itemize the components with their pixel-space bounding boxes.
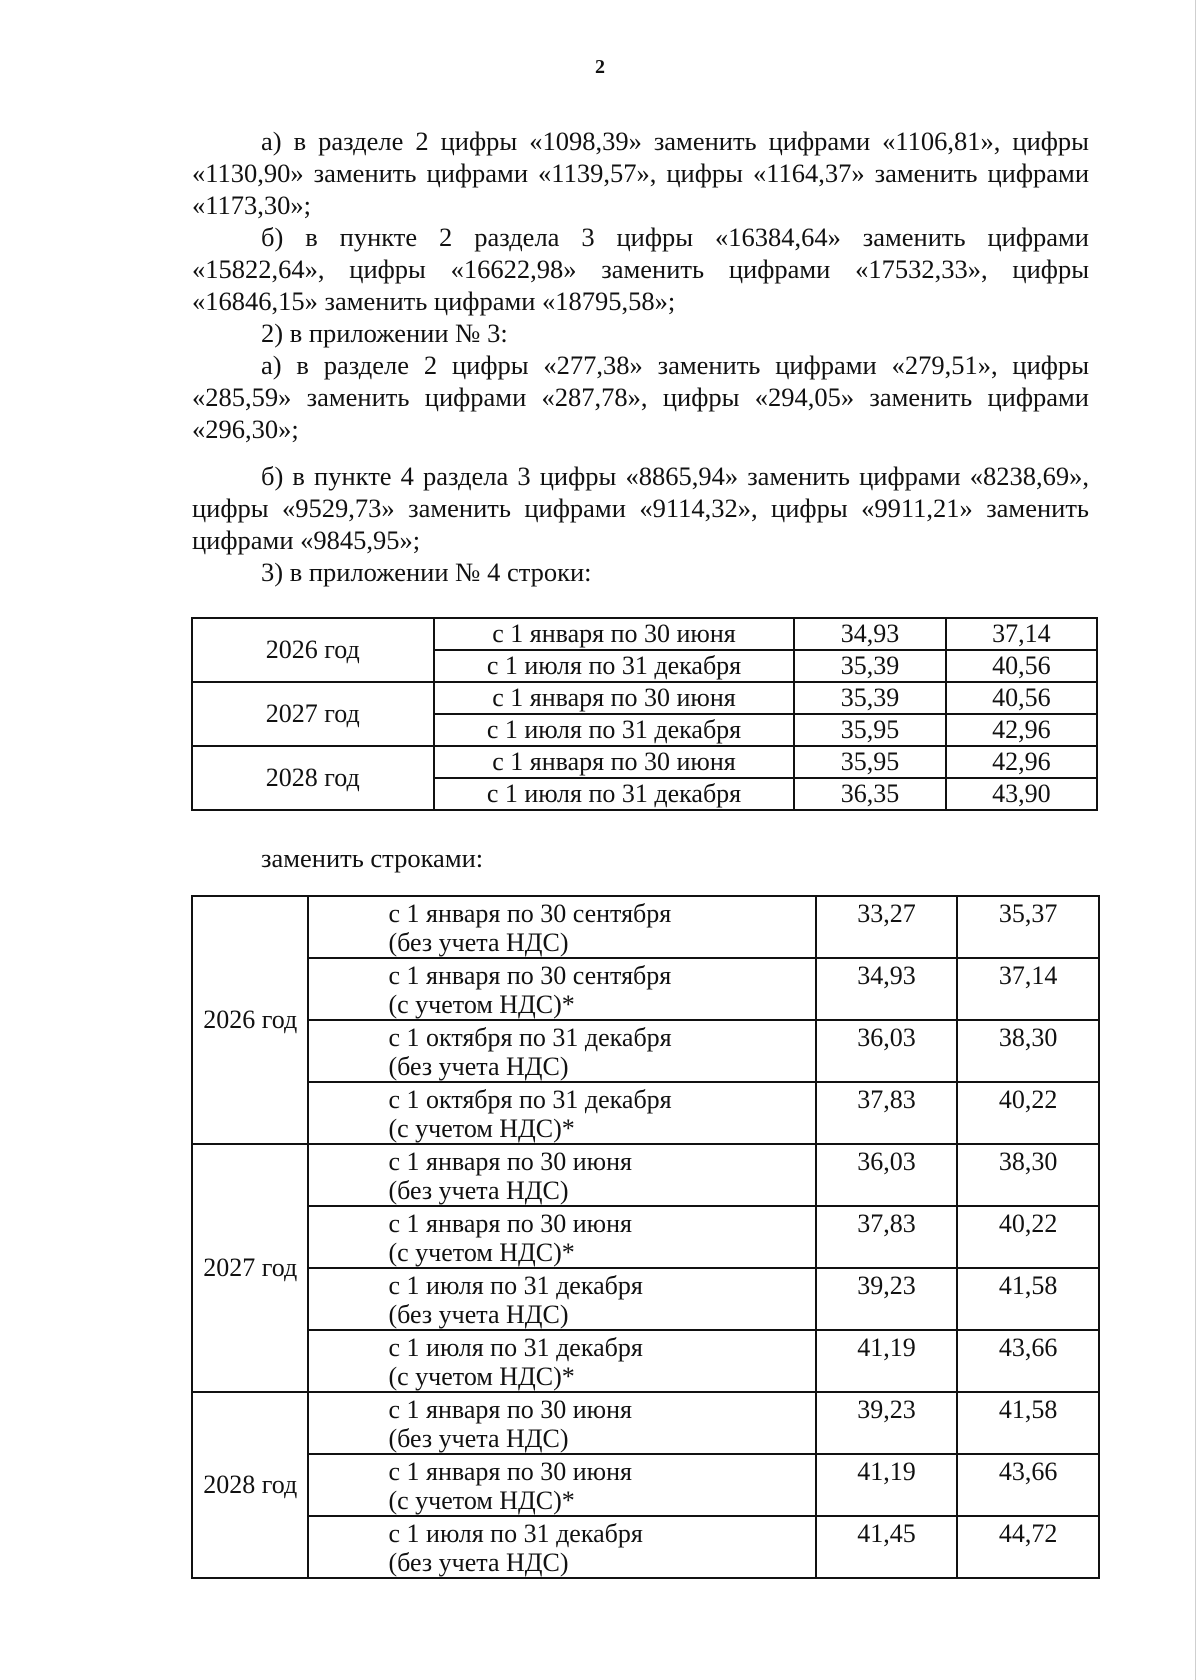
period-cell — [308, 1516, 815, 1578]
table-row — [192, 1144, 1099, 1206]
year-cell: 2028 год — [192, 746, 434, 810]
value-cell: 34,93 — [794, 618, 945, 650]
old-tariff-table — [191, 617, 1098, 811]
vat-note: (без учета НДС) — [388, 928, 569, 957]
vat-note: (с учетом НДС)* — [388, 990, 575, 1019]
period-cell: с 1 июля по 31 декабря — [434, 714, 795, 746]
value-cell: 41,58 — [957, 1268, 1099, 1330]
value-cell: 38,30 — [957, 1144, 1099, 1206]
paragraph: б) в пункте 4 раздела 3 цифры «8865,94» заменить цифрами «8238,69», цифры «9529,73» заменить цифрами «9114,32», цифры «9911,21» заменить цифрами «9845,95»; — [192, 461, 1089, 555]
table-row — [192, 1020, 1099, 1082]
period-cell: с 1 января по 30 июня — [434, 682, 795, 714]
value-cell: 36,35 — [794, 778, 945, 810]
table-row — [192, 1206, 1099, 1268]
period-cell — [308, 1144, 815, 1206]
vat-note: (с учетом НДС)* — [388, 1362, 575, 1391]
period-cell — [308, 1454, 815, 1516]
vat-note: (с учетом НДС)* — [388, 1238, 575, 1267]
paragraph: 2) в приложении № 3: — [261, 318, 508, 348]
value-cell: 35,37 — [957, 896, 1099, 958]
period-text: с 1 января по 30 июня — [388, 1457, 632, 1486]
paragraph: б) в пункте 2 раздела 3 цифры «16384,64» заменить цифрами «15822,64», цифры «16622,98» заменить цифрами «17532,33», цифры «16846,15» заменить цифрами «18795,58»; — [192, 222, 1089, 316]
paragraph: 3) в приложении № 4 строки: — [261, 557, 592, 587]
page-number: 2 — [595, 56, 605, 78]
value-cell: 34,93 — [816, 958, 958, 1020]
value-cell: 43,66 — [957, 1330, 1099, 1392]
period-cell — [308, 1082, 815, 1144]
value-cell: 36,03 — [816, 1144, 958, 1206]
period-cell — [308, 896, 815, 958]
period-text: с 1 января по 30 сентября — [388, 961, 672, 990]
period-text: с 1 января по 30 июня — [388, 1147, 632, 1176]
new-tariff-table — [191, 895, 1100, 1579]
period-cell — [308, 1206, 815, 1268]
table-row — [192, 1330, 1099, 1392]
vat-note: (без учета НДС) — [388, 1300, 569, 1329]
vat-note: (без учета НДС) — [388, 1052, 569, 1081]
value-cell: 39,23 — [816, 1392, 958, 1454]
table-row — [192, 618, 1097, 650]
period-cell: с 1 января по 30 июня — [434, 746, 795, 778]
period-cell — [308, 958, 815, 1020]
table-row — [192, 1082, 1099, 1144]
table-row — [192, 1516, 1099, 1578]
value-cell: 35,39 — [794, 682, 945, 714]
period-cell: с 1 июля по 31 декабря — [434, 778, 795, 810]
new-tariff-table-body — [192, 896, 1099, 1578]
value-cell: 41,19 — [816, 1454, 958, 1516]
year-cell: 2027 год — [192, 1144, 308, 1392]
period-text: с 1 июля по 31 декабря — [388, 1271, 643, 1300]
period-cell — [308, 1268, 815, 1330]
replace-label: заменить строками: — [261, 843, 484, 873]
period-cell — [308, 1330, 815, 1392]
value-cell: 40,56 — [946, 682, 1097, 714]
value-cell: 44,72 — [957, 1516, 1099, 1578]
vat-note: (без учета НДС) — [388, 1176, 569, 1205]
table-row — [192, 1268, 1099, 1330]
value-cell: 33,27 — [816, 896, 958, 958]
period-text: с 1 января по 30 сентября — [388, 899, 672, 928]
table-row — [192, 682, 1097, 714]
vat-note: (с учетом НДС)* — [388, 1486, 575, 1515]
period-cell — [308, 1392, 815, 1454]
period-text: с 1 июля по 31 декабря — [388, 1333, 643, 1362]
table-row — [192, 896, 1099, 958]
period-text: с 1 октября по 31 декабря — [388, 1085, 672, 1114]
value-cell: 40,22 — [957, 1206, 1099, 1268]
value-cell: 35,39 — [794, 650, 945, 682]
vat-note: (без учета НДС) — [388, 1424, 569, 1453]
year-cell: 2027 год — [192, 682, 434, 746]
year-cell: 2026 год — [192, 618, 434, 682]
vat-note: (без учета НДС) — [388, 1548, 569, 1577]
value-cell: 37,83 — [816, 1206, 958, 1268]
table-row — [192, 1454, 1099, 1516]
paragraph: а) в разделе 2 цифры «277,38» заменить цифрами «279,51», цифры «285,59» заменить цифрами «287,78», цифры «294,05» заменить цифрами «296,30»; — [192, 350, 1089, 444]
table-row — [192, 1392, 1099, 1454]
period-cell — [308, 1020, 815, 1082]
value-cell: 37,14 — [946, 618, 1097, 650]
year-cell: 2026 год — [192, 896, 308, 1144]
value-cell: 35,95 — [794, 714, 945, 746]
period-text: с 1 января по 30 июня — [388, 1395, 632, 1424]
table-row — [192, 958, 1099, 1020]
value-cell: 42,96 — [946, 746, 1097, 778]
value-cell: 37,83 — [816, 1082, 958, 1144]
value-cell: 41,58 — [957, 1392, 1099, 1454]
period-cell: с 1 июля по 31 декабря — [434, 650, 795, 682]
amendment-text — [192, 125, 1089, 588]
scan-edge-line — [1195, 0, 1196, 1680]
vat-note: (с учетом НДС)* — [388, 1114, 575, 1143]
period-text: с 1 июля по 31 декабря — [388, 1519, 643, 1548]
value-cell: 40,22 — [957, 1082, 1099, 1144]
value-cell: 41,45 — [816, 1516, 958, 1578]
value-cell: 37,14 — [957, 958, 1099, 1020]
old-tariff-table-body — [192, 618, 1097, 810]
value-cell: 43,90 — [946, 778, 1097, 810]
value-cell: 41,19 — [816, 1330, 958, 1392]
table-row — [192, 746, 1097, 778]
period-cell: с 1 января по 30 июня — [434, 618, 795, 650]
value-cell: 42,96 — [946, 714, 1097, 746]
year-cell: 2028 год — [192, 1392, 308, 1578]
value-cell: 36,03 — [816, 1020, 958, 1082]
paragraph: а) в разделе 2 цифры «1098,39» заменить цифрами «1106,81», цифры «1130,90» заменить цифрами «1139,57», цифры «1164,37» заменить цифрами «1173,30»; — [192, 126, 1089, 220]
period-text: с 1 января по 30 июня — [388, 1209, 632, 1238]
period-text: с 1 октября по 31 декабря — [388, 1023, 672, 1052]
value-cell: 35,95 — [794, 746, 945, 778]
value-cell: 43,66 — [957, 1454, 1099, 1516]
value-cell: 38,30 — [957, 1020, 1099, 1082]
value-cell: 40,56 — [946, 650, 1097, 682]
value-cell: 39,23 — [816, 1268, 958, 1330]
